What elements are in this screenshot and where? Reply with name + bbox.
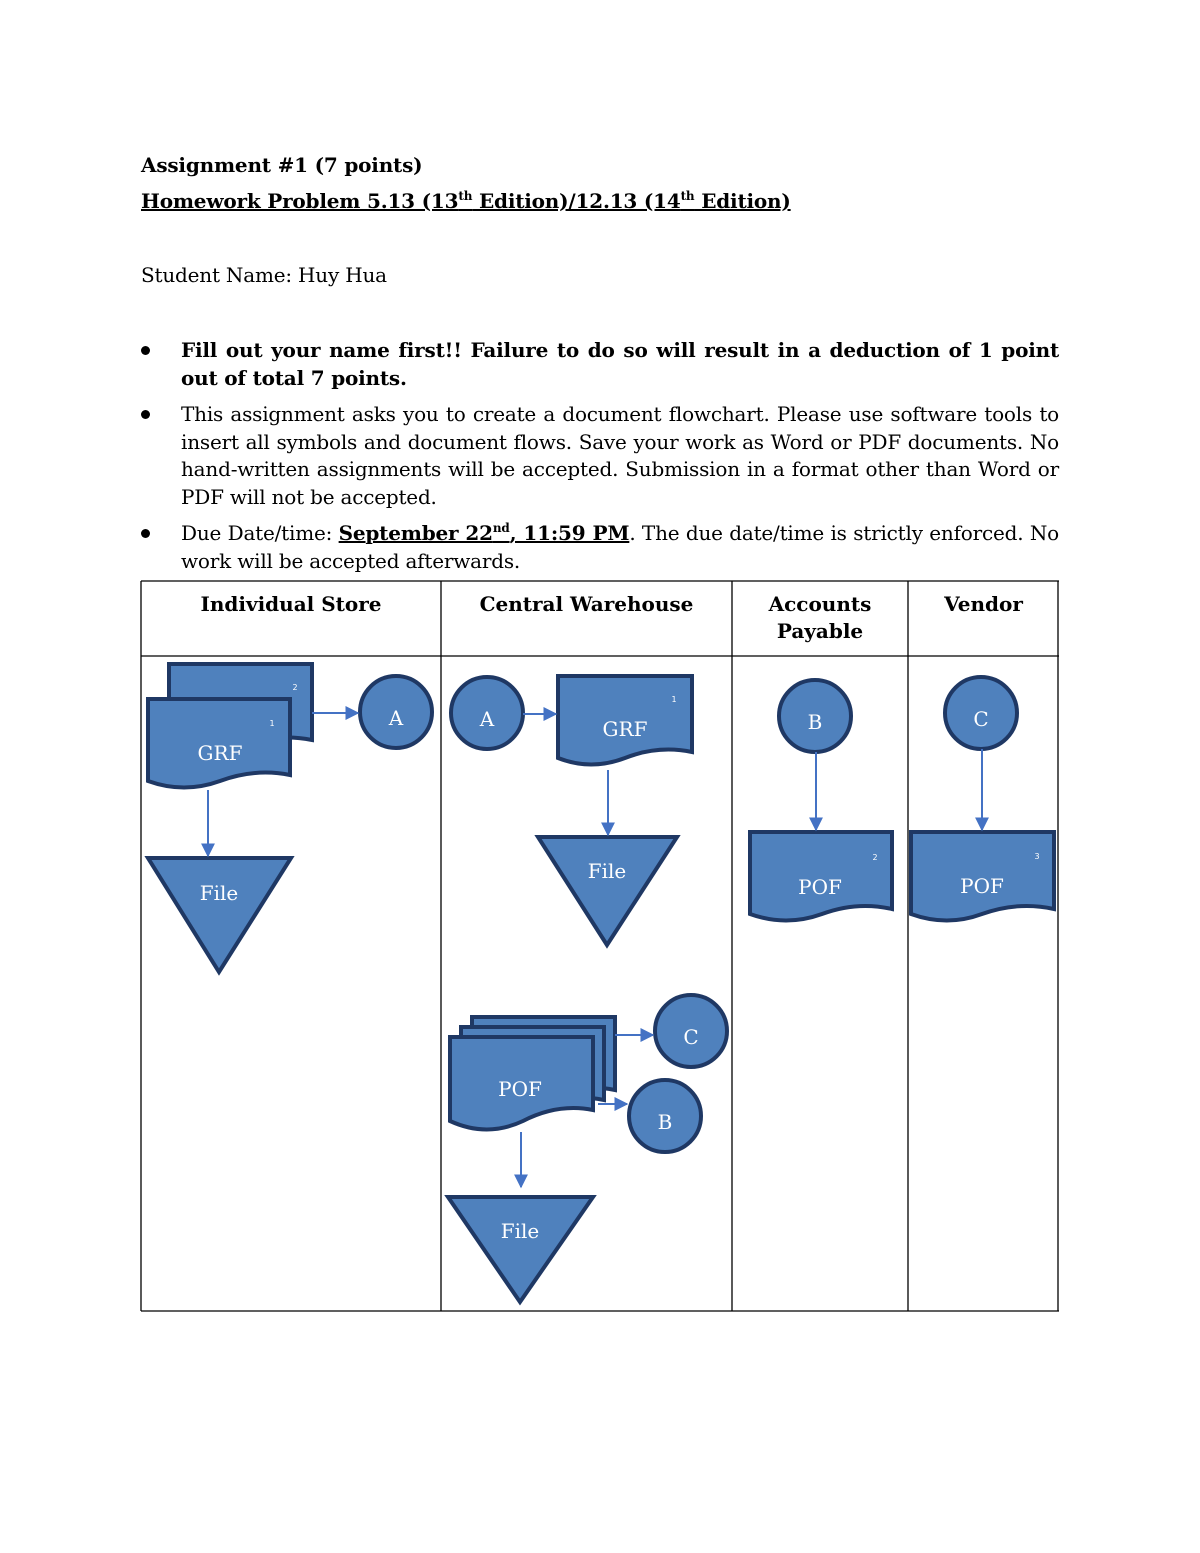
due-date-time: , 11:59 PM [509,521,630,545]
ap-pof-copy-number: 2 [872,853,878,862]
due-date-month: September 22 [338,521,493,545]
heading-sup-1: th [458,189,473,203]
heading-part-2: Edition)/12.13 (14 [472,189,681,213]
store-file-label: File [199,881,239,905]
warehouse-pof-label: POF [498,1077,542,1101]
warehouse-connector-b-label: B [657,1110,673,1134]
ap-connector-b-label: B [807,710,823,734]
store-grf-copy-2-number: 2 [292,683,298,692]
store-grf-label: GRF [197,741,243,765]
ap-pof-label: POF [798,875,842,899]
warehouse-grf-copy-number: 1 [671,695,677,704]
lane-header-accounts-payable: Accounts Payable [768,592,872,643]
instruction-text: This assignment asks you to create a document flowchart. Please use software tools to insert all symbols and document flows. Save your work as Word or PDF documents. No hand-written assignments will be accepted. Submission in a format other than Word or PDF will not be accepted. [181,402,1059,509]
warehouse-connector-a-label: A [479,707,495,731]
lane-header-individual-store: Individual Store [200,592,382,616]
lane-header-vendor: Vendor [944,592,1023,616]
instruction-text: Fill out your name first!! Failure to do so will result in a deduction of 1 point out of total 7 points. [181,338,1059,390]
due-date-note: . The due date/time is strictly enforced. No work will be accepted afterwards. [181,521,1059,573]
warehouse-file-triangle [538,837,677,945]
vendor-pof-copy-number: 3 [1034,852,1040,861]
due-date-sup: nd [492,521,510,535]
student-name: Student Name: Huy Hua [141,263,387,287]
heading-part-1: Homework Problem 5.13 (13 [141,189,459,213]
store-grf-copy-1-number: 1 [269,719,275,728]
warehouse-file-2-label: File [500,1219,540,1243]
store-file-triangle [148,858,291,972]
warehouse-grf-label: GRF [602,717,648,741]
store-connector-a-label: A [388,706,404,730]
warehouse-file-triangle-2 [448,1197,593,1302]
warehouse-file-label: File [587,859,627,883]
lane-header-central-warehouse: Central Warehouse [479,592,694,616]
vendor-pof-label: POF [960,874,1004,898]
warehouse-connector-c-label: C [683,1025,699,1049]
assignment-title: Assignment #1 (7 points) [141,153,423,177]
heading-sup-2: th [680,189,695,203]
vendor-connector-c-label: C [973,707,989,731]
due-date-label: Due Date/time: [181,521,339,545]
flow-arrows [208,713,982,1187]
heading-part-3: Edition) [694,189,791,213]
